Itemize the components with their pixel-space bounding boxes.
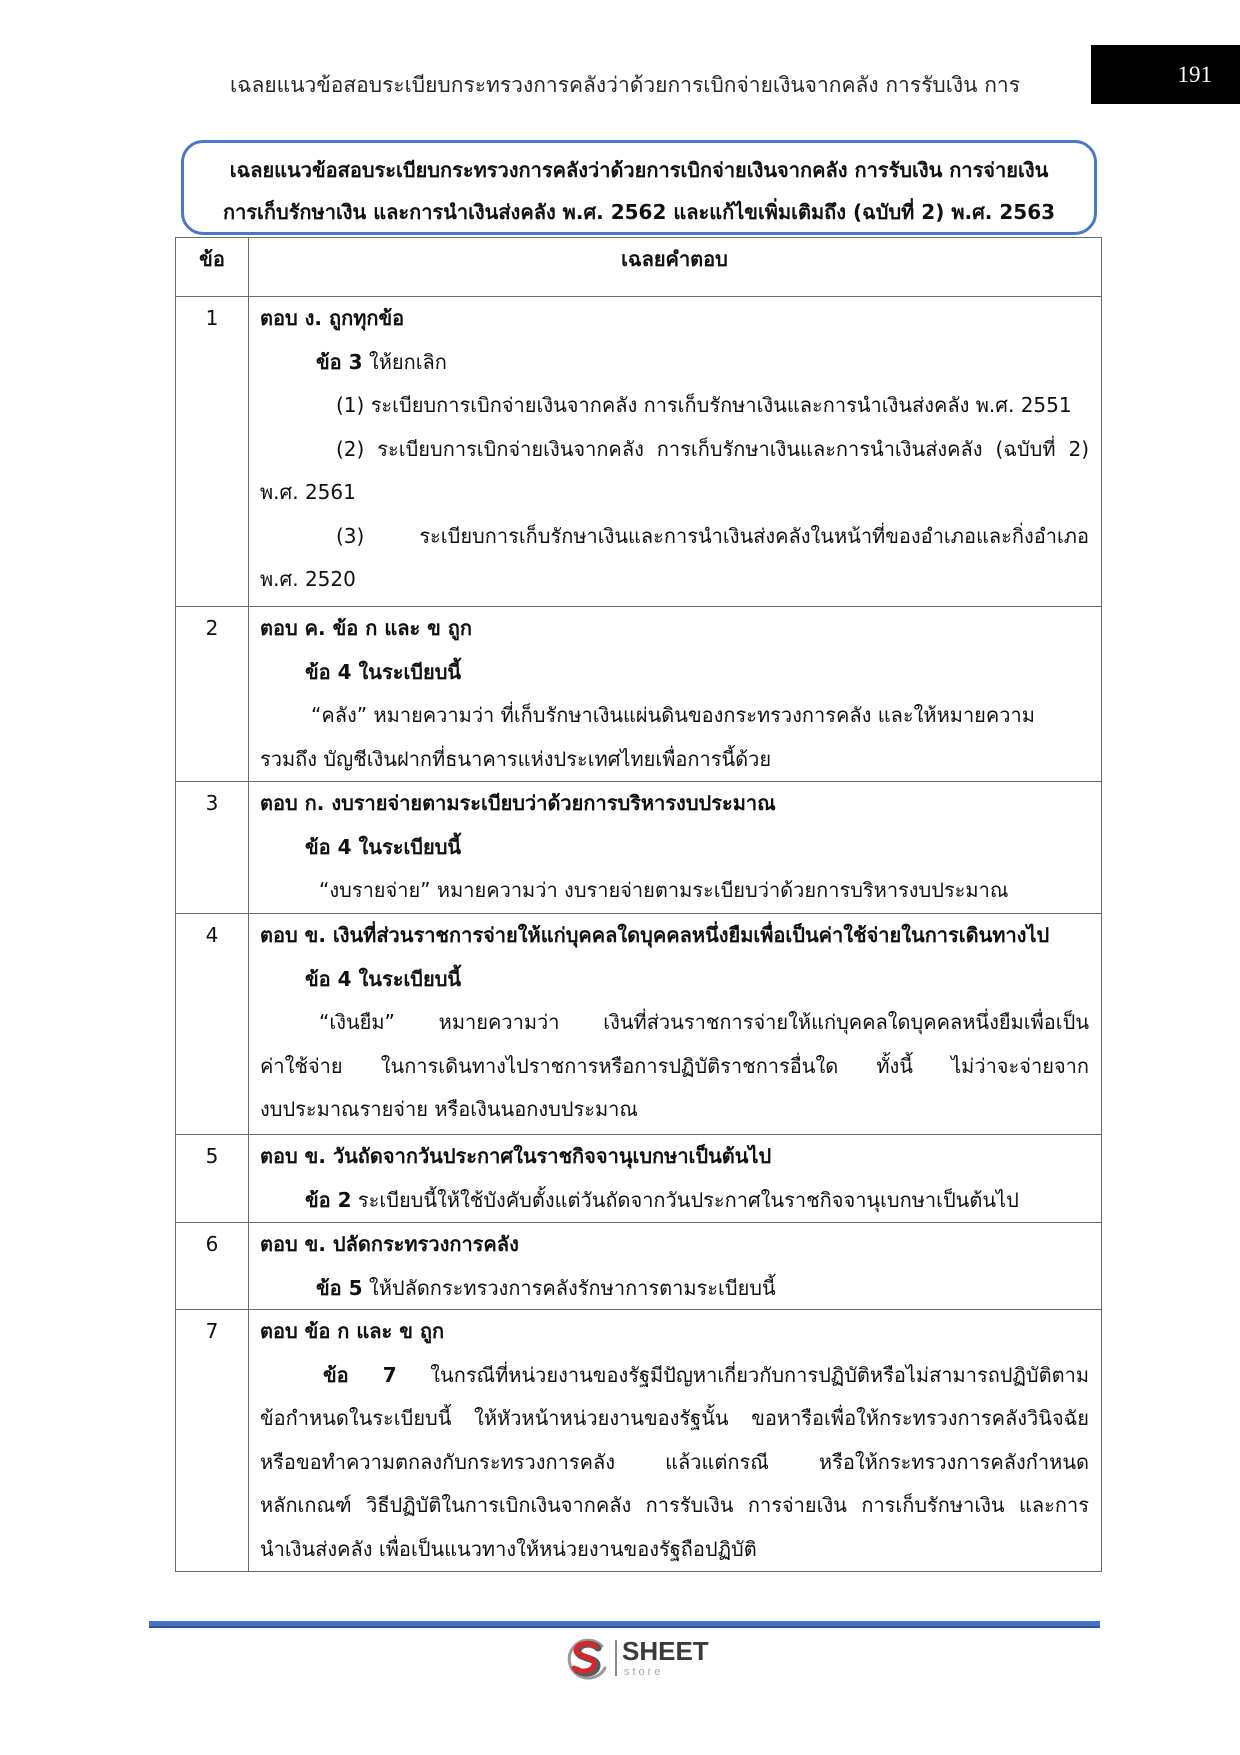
- answer-line: (1) ระเบียบการเบิกจ่ายเงินจากคลัง การเก็บรักษาเงินและการนำเงินส่งคลัง พ.ศ. 2551: [336, 393, 1072, 417]
- answer-line: “เงินยืม” หมายความว่า เงินที่ส่วนราชการจ่ายให้แก่บุคคลใดบุคคลหนึ่งยืมเพื่อเป็น: [319, 1010, 1089, 1034]
- clause-line: [260, 1354, 1089, 1398]
- answer-table: [175, 237, 1102, 1572]
- clause-heading: ข้อ 4 ในระเบียบนี้: [305, 659, 462, 684]
- clause-text: ให้ยกเลิก: [368, 349, 447, 374]
- table-row: [175, 606, 1102, 781]
- clause-heading: ข้อ 4 ในระเบียบนี้: [305, 966, 462, 991]
- answer-choice-line: ตอบ ง. ถูกทุกข้อ: [260, 306, 405, 330]
- answer-line: (2) ระเบียบการเบิกจ่ายเงินจากคลัง การเก็บรักษาเงินและการนำเงินส่งคลัง (ฉบับที่ 2): [336, 436, 1089, 461]
- clause-label: ข้อ 2: [305, 1187, 352, 1212]
- answer-line: “งบรายจ่าย” หมายความว่า งบรายจ่ายตามระเบียบว่าด้วยการบริหารงบประมาณ: [319, 878, 1009, 902]
- clause-label: ข้อ 7: [323, 1362, 397, 1387]
- answer-cell: [249, 1135, 1101, 1222]
- answer-choice-line: ตอบ ข. วันถัดจากวันประกาศในราชกิจจานุเบกษาเป็นต้นไป: [260, 1144, 772, 1168]
- clause-label: ข้อ 5: [316, 1275, 363, 1300]
- clause-text: ระเบียบนี้ให้ใช้บังคับตั้งแต่วันถัดจากวันประกาศในราชกิจจานุเบกษาเป็นต้นไป: [357, 1187, 1019, 1212]
- title-box: [181, 140, 1097, 235]
- answer-line: ข้อกำหนดในระเบียบนี้ ให้หัวหน้าหน่วยงานของรัฐนั้น ขอหารือเพื่อให้กระทรวงการคลังวินิจฉัย: [260, 1406, 1089, 1430]
- row-number: 2: [176, 607, 249, 781]
- logo-subtext: store: [624, 1666, 664, 1678]
- answer-cell: [249, 1310, 1101, 1571]
- answer-choice-line: ตอบ ข. เงินที่ส่วนราชการจ่ายให้แก่บุคคลใดบุคคลหนึ่งยืมเพื่อเป็นค่าใช้จ่ายในการเดินทางไป: [260, 923, 1050, 947]
- answer-line: (3) ระเบียบการเก็บรักษาเงินและการนำเงินส่งคลังในหน้าที่ของอำเภอและกิ่งอำเภอ: [336, 523, 1089, 548]
- table-row: [175, 1309, 1102, 1572]
- answer-line: หลักเกณฑ์ วิธีปฏิบัติในการเบิกเงินจากคลัง การรับเงิน การจ่ายเงิน การเก็บรักษาเงิน และการ: [260, 1493, 1089, 1517]
- page-number-box: [1091, 45, 1240, 104]
- table-row: [175, 296, 1102, 606]
- answer-line: พ.ศ. 2520: [260, 567, 356, 591]
- answer-line: ค่าใช้จ่าย ในการเดินทางไปราชการหรือการปฏิบัติราชการอื่นใด ทั้งนี้ ไม่ว่าจะจ่ายจาก: [260, 1053, 1089, 1078]
- row-number: 6: [176, 1223, 249, 1309]
- logo-separator: [615, 1640, 617, 1676]
- answer-line: “คลัง” หมายความว่า ที่เก็บรักษาเงินแผ่นดินของกระทรวงการคลัง และให้หมายความ: [311, 703, 1035, 727]
- answer-cell: [249, 914, 1101, 1134]
- page-number: 191: [1177, 62, 1212, 87]
- answer-line: หรือขอทำความตกลงกับกระทรวงการคลัง แล้วแต่กรณี หรือให้กระทรวงการคลังกำหนด: [260, 1449, 1089, 1474]
- answer-cell: [249, 607, 1101, 781]
- running-header-title: เฉลยแนวข้อสอบระเบียบกระทรวงการคลังว่าด้วยการเบิกจ่ายเงินจากคลัง การรับเงิน การ: [230, 73, 1020, 97]
- answer-line: พ.ศ. 2561: [260, 480, 356, 504]
- row-number: 3: [176, 782, 249, 913]
- sheet-store-s-logo-icon: [565, 1637, 611, 1681]
- clause-heading: ข้อ 4 ในระเบียบนี้: [305, 834, 462, 859]
- row-number: 1: [176, 297, 249, 606]
- clause-line: [260, 341, 1089, 385]
- table-row: [175, 781, 1102, 913]
- answer-cell: [249, 1223, 1101, 1309]
- answer-choice-line: ตอบ ข. ปลัดกระทรวงการคลัง: [260, 1232, 519, 1256]
- answer-line: นำเงินส่งคลัง เพื่อเป็นแนวทางให้หน่วยงานของรัฐถือปฏิบัติ: [260, 1536, 757, 1561]
- header-cell-number: ข้อ: [176, 238, 249, 296]
- row-number: 5: [176, 1135, 249, 1222]
- table-row: [175, 1134, 1102, 1222]
- answer-choice-line: ตอบ ก. งบรายจ่ายตามระเบียบว่าด้วยการบริหารงบประมาณ: [260, 791, 776, 815]
- footer-logo: [565, 1636, 717, 1682]
- header-cell-answer: เฉลยคำตอบ: [621, 247, 728, 271]
- clause-text: ในกรณีที่หน่วยงานของรัฐมีปัญหาเกี่ยวกับการปฏิบัติหรือไม่สามารถปฏิบัติตาม: [430, 1362, 1089, 1387]
- answer-line: รวมถึง บัญชีเงินฝากที่ธนาคารแห่งประเทศไทยเพื่อการนี้ด้วย: [260, 746, 772, 771]
- table-row: [175, 1222, 1102, 1309]
- table-row: [175, 913, 1102, 1134]
- answer-choice-line: ตอบ ข้อ ก และ ข ถูก: [260, 1319, 445, 1343]
- clause-label: ข้อ 3: [316, 349, 363, 374]
- clause-line: [260, 1179, 1089, 1223]
- row-number: 7: [176, 1310, 249, 1571]
- logo-word: SHEET: [622, 1636, 709, 1666]
- clause-text: ให้ปลัดกระทรวงการคลังรักษาการตามระเบียบนี้: [368, 1275, 776, 1300]
- answer-choice-line: ตอบ ค. ข้อ ก และ ข ถูก: [260, 616, 473, 640]
- answer-cell: [249, 297, 1101, 606]
- footer-rule: [149, 1621, 1100, 1628]
- title-line-2: การเก็บรักษาเงิน และการนำเงินส่งคลัง พ.ศ. 2562 และแก้ไขเพิ่มเติมถึง (ฉบับที่ 2) พ.ศ. 2563: [222, 200, 1056, 224]
- title-line-1: เฉลยแนวข้อสอบระเบียบกระทรวงการคลังว่าด้วยการเบิกจ่ายเงินจากคลัง การรับเงิน การจ่ายเงิน: [229, 158, 1049, 182]
- table-header-row: [175, 237, 1102, 296]
- answer-line: งบประมาณรายจ่าย หรือเงินนอกงบประมาณ: [260, 1097, 638, 1121]
- clause-line: [260, 1267, 1089, 1310]
- header-cell-answer-wrap: [249, 238, 1101, 296]
- answer-cell: [249, 782, 1101, 913]
- row-number: 4: [176, 914, 249, 1134]
